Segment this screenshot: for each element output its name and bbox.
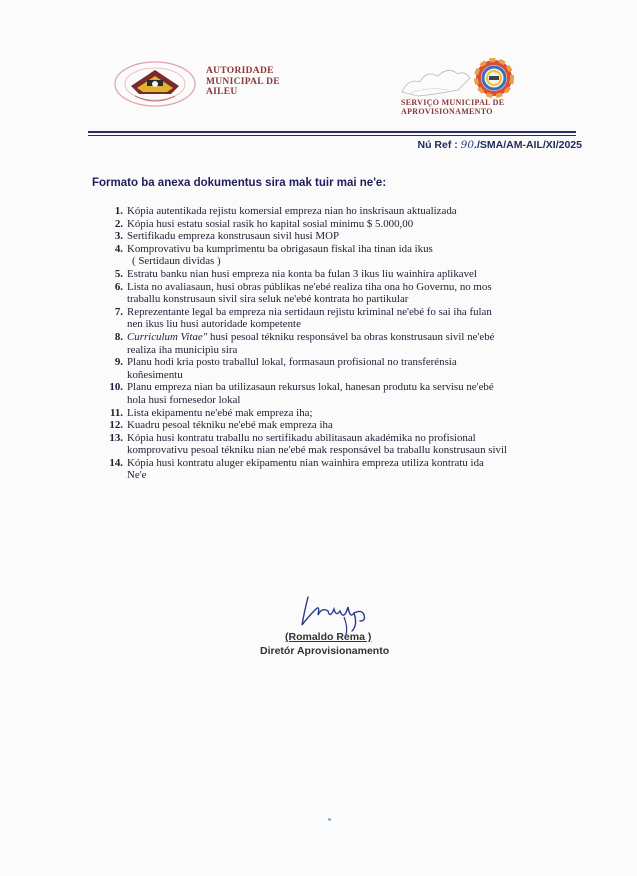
item-text: Kuadru pesoal tékniku ne'ebé mak empreza iha — [127, 419, 333, 432]
item-text: koñesimentu — [127, 368, 183, 381]
item-number: 7. — [114, 305, 123, 318]
list-item — [103, 407, 565, 420]
list-item — [103, 457, 565, 482]
item-text: ( Sertidaun dividas ) — [132, 255, 221, 268]
list-item — [103, 432, 565, 457]
item-text: traballu konstrusaun sivil sira seluk ne'ebé kontrata ho partikular — [127, 293, 409, 306]
item-text: Komprovativu ba kumprimentu ba obrigasaun fiskal iha tinan ida ikus — [127, 242, 433, 255]
list-item — [103, 205, 565, 218]
item-number: 6. — [114, 280, 123, 293]
item-text: nen ikus liu husi autoridade kompetente — [127, 318, 301, 331]
authority-name-line: MUNICIPAL DE — [206, 76, 280, 87]
handwritten-signature-icon — [294, 591, 384, 636]
signatory-name: (Romaldo Rema ) — [285, 631, 372, 643]
header-rule-thin — [88, 135, 576, 136]
list-item — [103, 419, 565, 432]
authority-name-line: AILEU — [206, 87, 238, 97]
item-number: 11. — [109, 406, 123, 419]
authority-name-line: AUTORIDADE — [206, 66, 274, 76]
list-item — [103, 268, 565, 281]
item-text: komprovativu pesoal tékniku nian ne'ebé mak responsável ba traballu konstrusaun sivil — [127, 444, 508, 457]
item-text: husi pesoal tékniku responsável ba obras konstrusaun sivil ne'ebé — [207, 330, 495, 343]
item-number: 5. — [114, 267, 123, 280]
item-text: Kópia husi estatu sosial rasik ho kapital sosial mínimu $ 5.000,00 — [127, 217, 414, 230]
item-text: Reprezentante legal ba empreza nia sertidaun rejistu kriminal ne'ebé fo sai iha fulan — [127, 305, 492, 318]
list-item — [103, 218, 565, 231]
list-item — [103, 281, 565, 306]
item-text: Kópia husi kontratu traballu no sertifikadu abilitasaun akadémika no profisional — [127, 431, 476, 444]
item-number: 9. — [114, 356, 123, 369]
scan-speck — [328, 818, 331, 821]
reference-number — [418, 139, 583, 151]
reference-handwritten-number: 90 — [460, 139, 475, 151]
item-text: Estratu banku nian husi empreza nia konta ba fulan 3 ikus liu wainhira aplikavel — [127, 267, 477, 280]
list-item — [103, 243, 565, 268]
item-text: Planu empreza nian ba utilizasaun rekursus lokal, hanesan produtu ka servisu ne'ebé — [127, 381, 494, 394]
item-text: Planu hodi kria posto traballul lokal, formasaun profisional no transferénsia — [127, 356, 457, 369]
reference-prefix: Nú Ref : — [417, 139, 461, 151]
list-item — [103, 381, 565, 406]
item-text: Ne'e — [127, 469, 147, 482]
item-text: Kópia husi kontratu aluger ekipamentu nian wainhira empreza utiliza kontratu ida — [127, 456, 484, 469]
item-text: Kópia autentikada rejistu komersial empreza nian ho inskrisaun aktualizada — [127, 205, 457, 217]
document-list — [103, 205, 565, 482]
item-number: 3. — [114, 230, 123, 243]
item-number: 12. — [109, 419, 123, 432]
list-item — [103, 356, 565, 381]
municipal-seal-icon — [113, 60, 197, 108]
service-name-line: SERVIÇO MUNICIPAL DE — [401, 98, 505, 107]
service-name-line: APROVISIONAMENTO — [401, 107, 493, 116]
item-number: 8. — [114, 330, 123, 343]
item-number: 14. — [109, 456, 123, 469]
item-text: Sertifikadu empreza konstrusaun sivil husi MOP — [127, 230, 340, 243]
service-name — [401, 98, 504, 116]
item-text: hola husi fornesedor lokal — [127, 393, 241, 406]
reference-suffix: ./SMA/AM-AIL/XI/2025 — [474, 139, 582, 151]
signatory-title: Diretór Aprovisionamento — [260, 645, 390, 657]
item-text-italic: Curriculum Vitae" — [127, 330, 208, 343]
item-number: 1. — [114, 205, 123, 217]
list-item — [103, 331, 565, 356]
document-heading: Formato ba anexa dokumentus sira mak tuir mai ne'e: — [92, 177, 387, 189]
item-text: Lista ekipamentu ne'ebé mak empreza iha; — [127, 406, 313, 419]
item-number: 10. — [109, 381, 123, 394]
item-number: 2. — [114, 217, 123, 230]
authority-name — [206, 66, 280, 98]
item-number: 13. — [109, 431, 123, 444]
item-number: 4. — [114, 242, 123, 255]
item-text: Lista no avaliasaun, husi obras públikas ne'ebé realiza tiha ona ho Governu, no mos — [127, 280, 492, 293]
list-item — [103, 230, 565, 243]
list-item — [103, 306, 565, 331]
header-rule — [88, 131, 576, 133]
item-text: realiza iha municipiu sira — [127, 343, 238, 356]
